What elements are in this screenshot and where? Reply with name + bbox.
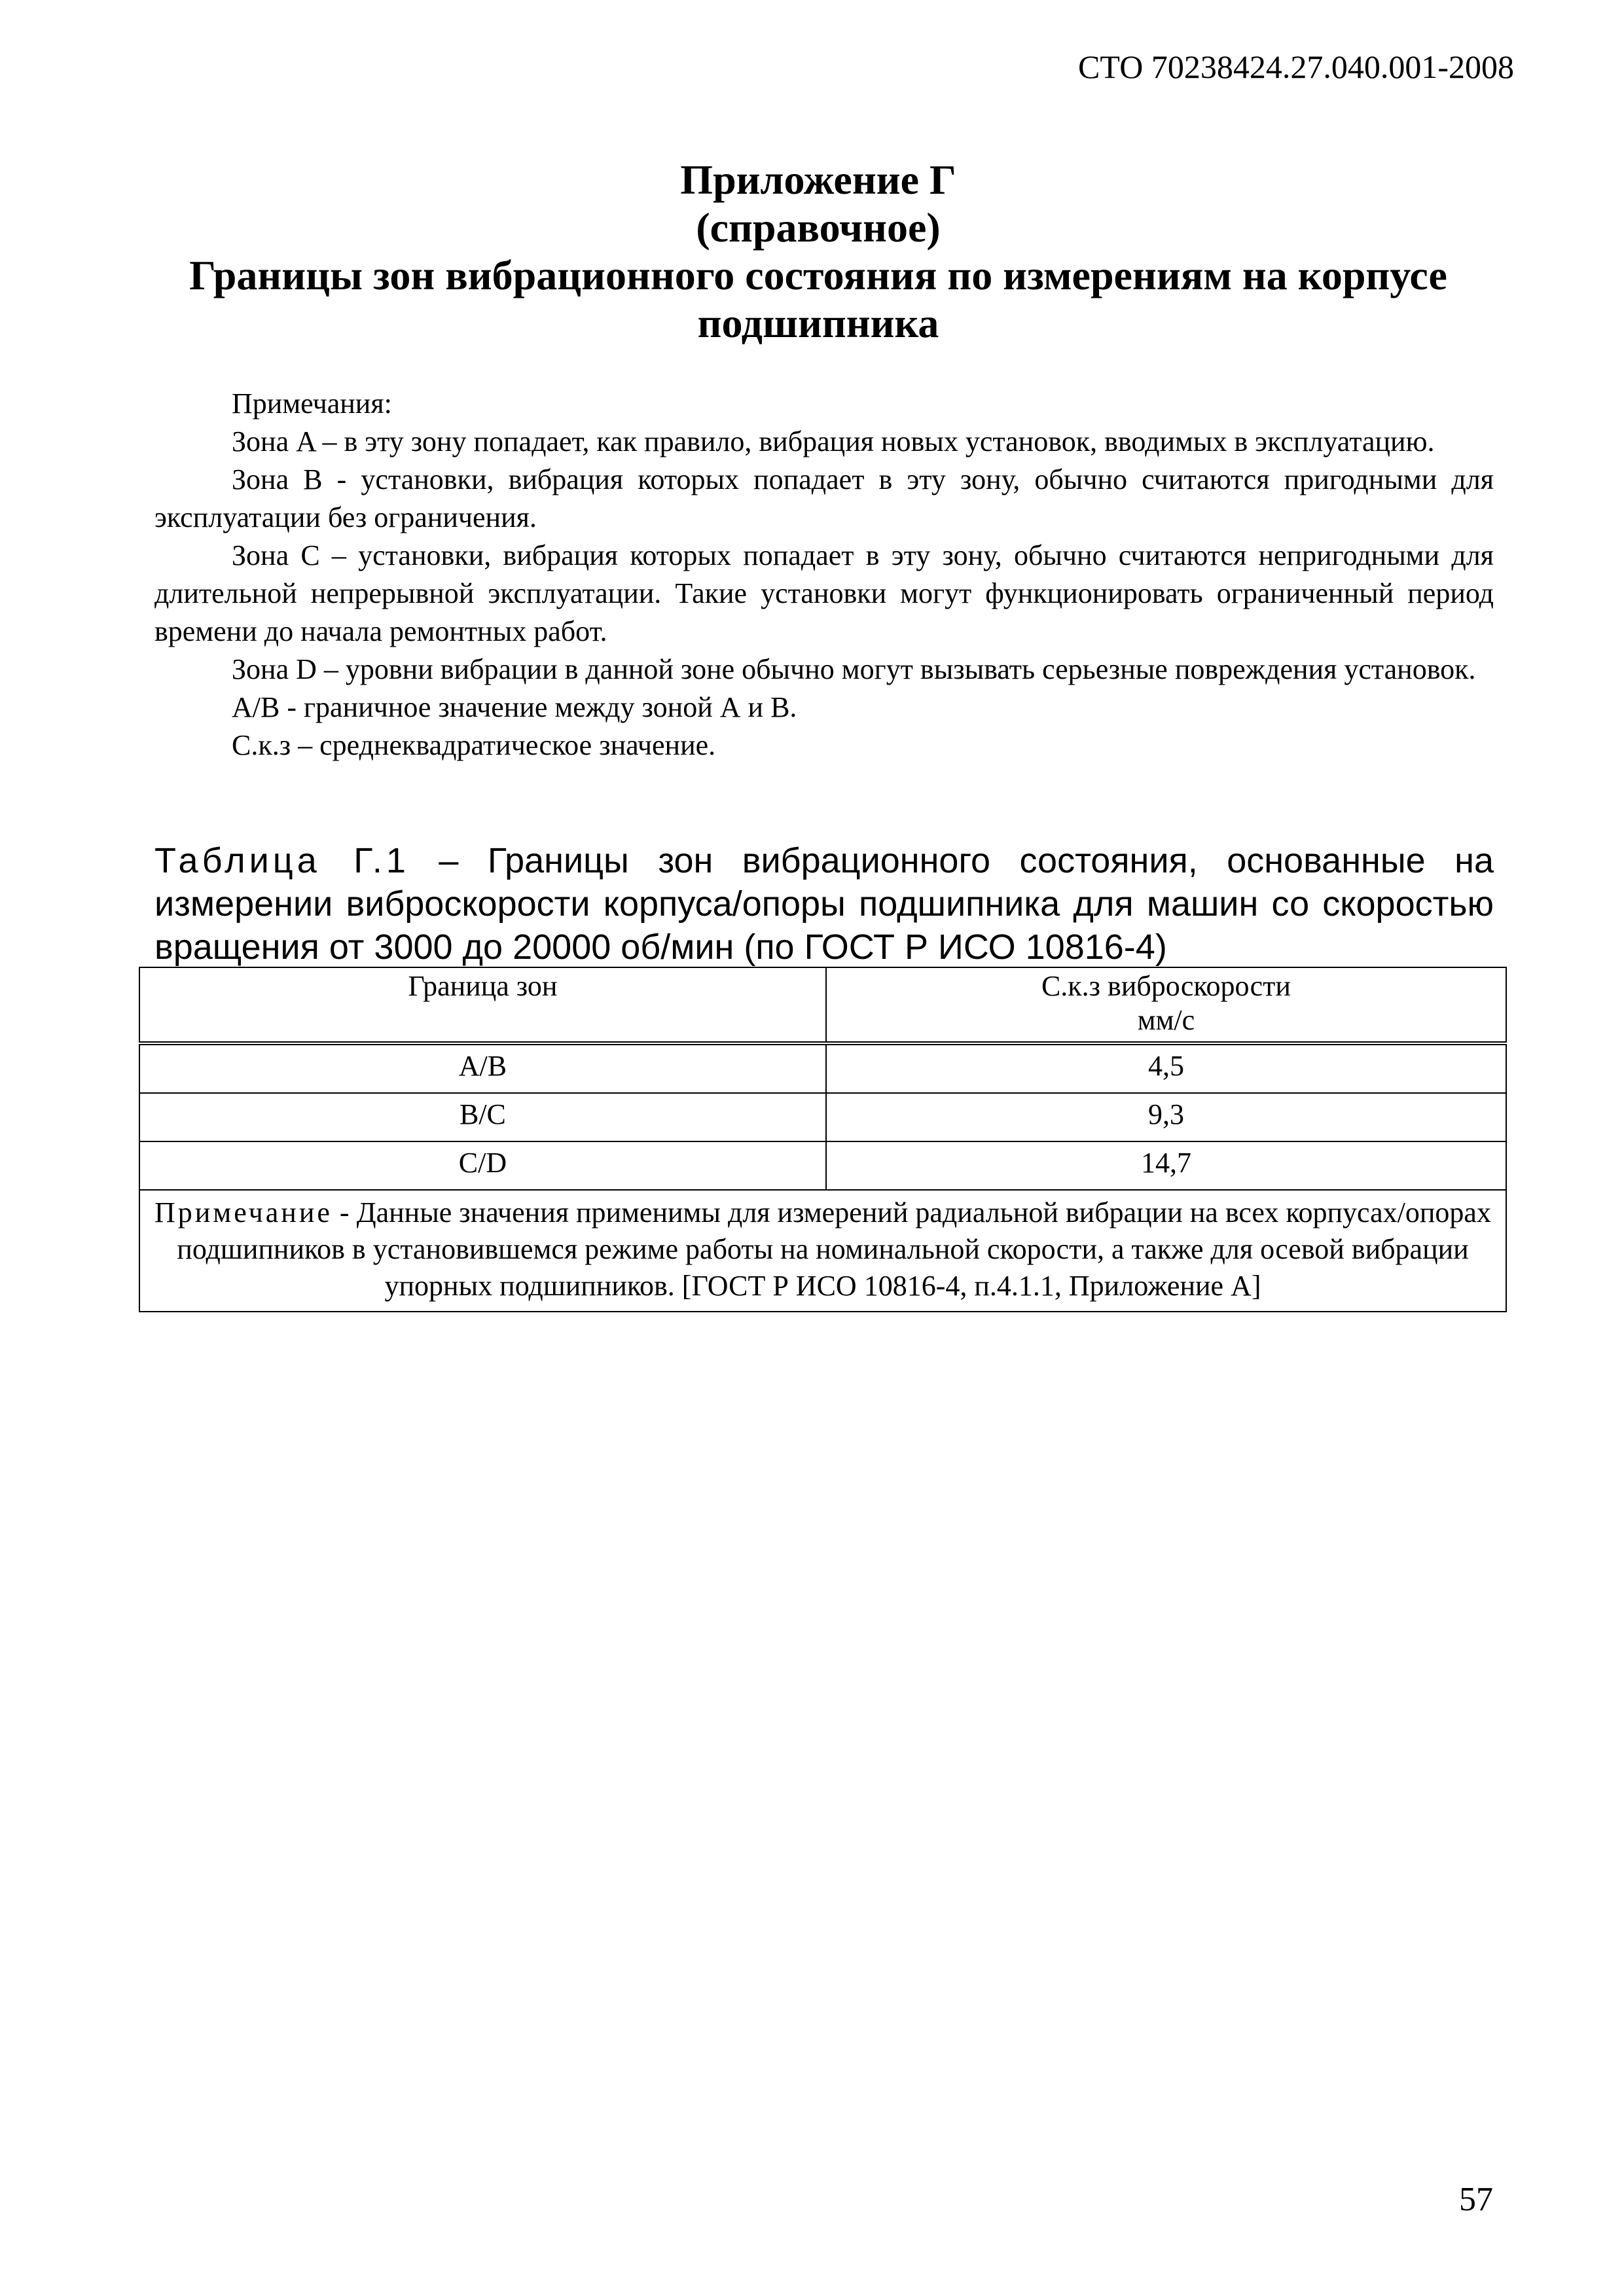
table-note-label: Примечание: [154, 1196, 333, 1229]
note-zone-d: Зона D – уровни вибрации в данной зоне обычно могут вызывать серьезные повреждения установок.: [232, 653, 1476, 685]
appendix-heading: [144, 156, 1492, 347]
table-row: [139, 1043, 1506, 1093]
note-zone-b: Зона В - установки, вибрация которых попадает в эту зону, обычно считаются пригодными для эксплуатации без ограничения.: [154, 463, 1494, 533]
header-rms-velocity-label: С.к.з виброскорости: [1041, 970, 1291, 1002]
note-rms-definition: С.к.з – среднеквадратическое значение.: [232, 729, 716, 761]
table-header-row: [139, 967, 1506, 1043]
header-rms-velocity-unit: мм/с: [1137, 1004, 1195, 1036]
vibration-zones-table: [139, 967, 1507, 1312]
document-code: СТО 70238424.27.040.001-2008: [1078, 48, 1514, 85]
note-ab-boundary: A/B - граничное значение между зоной А и В.: [232, 691, 797, 723]
page-number: 57: [1459, 2181, 1493, 2218]
notes-block: [154, 385, 1494, 764]
value-cell: 14,7: [826, 1141, 1506, 1190]
table-caption-label: Таблица Г.1: [154, 841, 410, 880]
table-note-text: - Данные значения применимы для измерений радиальной вибрации на всех корпусах/опорах подшипников в установившемся режиме работы на номинальной скорости, а также для осевой вибрации упорных подшипников. [ГОСТ Р ИСО 10816-4, п.4.1.1, Приложение А]: [177, 1196, 1491, 1302]
section-title-line2: подшипника: [697, 300, 939, 346]
header-zone-boundary: Граница зон: [139, 967, 826, 1043]
note-zone-c: Зона С – установки, вибрация которых попадает в эту зону, обычно считаются непригодными для длительной непрерывной эксплуатации. Такие установки могут функционировать ограниченный период времени до начала ремонтных работ.: [154, 539, 1494, 647]
table-caption: [154, 839, 1494, 969]
appendix-title: Приложение Г: [680, 156, 956, 203]
section-title-line1: Границы зон вибрационного состояния по измерениям на корпусе: [189, 252, 1447, 298]
table-row: [139, 1093, 1506, 1141]
zone-cell: A/B: [139, 1043, 826, 1093]
header-rms-velocity: [826, 967, 1506, 1043]
zone-cell: B/C: [139, 1093, 826, 1141]
table-note-row: [139, 1190, 1506, 1312]
table-caption-text: – Границы зон вибрационного состояния, основанные на измерении виброскорости корпуса/опоры подшипника для машин со скоростью вращения от 3000 до 20000 об/мин (по ГОСТ Р ИСО 10816-4): [154, 841, 1494, 967]
appendix-type: (справочное): [696, 204, 941, 251]
zone-cell: C/D: [139, 1141, 826, 1190]
value-cell: 9,3: [826, 1093, 1506, 1141]
table-note: [139, 1190, 1506, 1312]
value-cell: 4,5: [826, 1043, 1506, 1093]
note-zone-a: Зона A – в эту зону попадает, как правило, вибрация новых установок, вводимых в эксплуатацию.: [232, 425, 1435, 457]
notes-heading: Примечания:: [232, 387, 392, 420]
table-row: [139, 1141, 1506, 1190]
